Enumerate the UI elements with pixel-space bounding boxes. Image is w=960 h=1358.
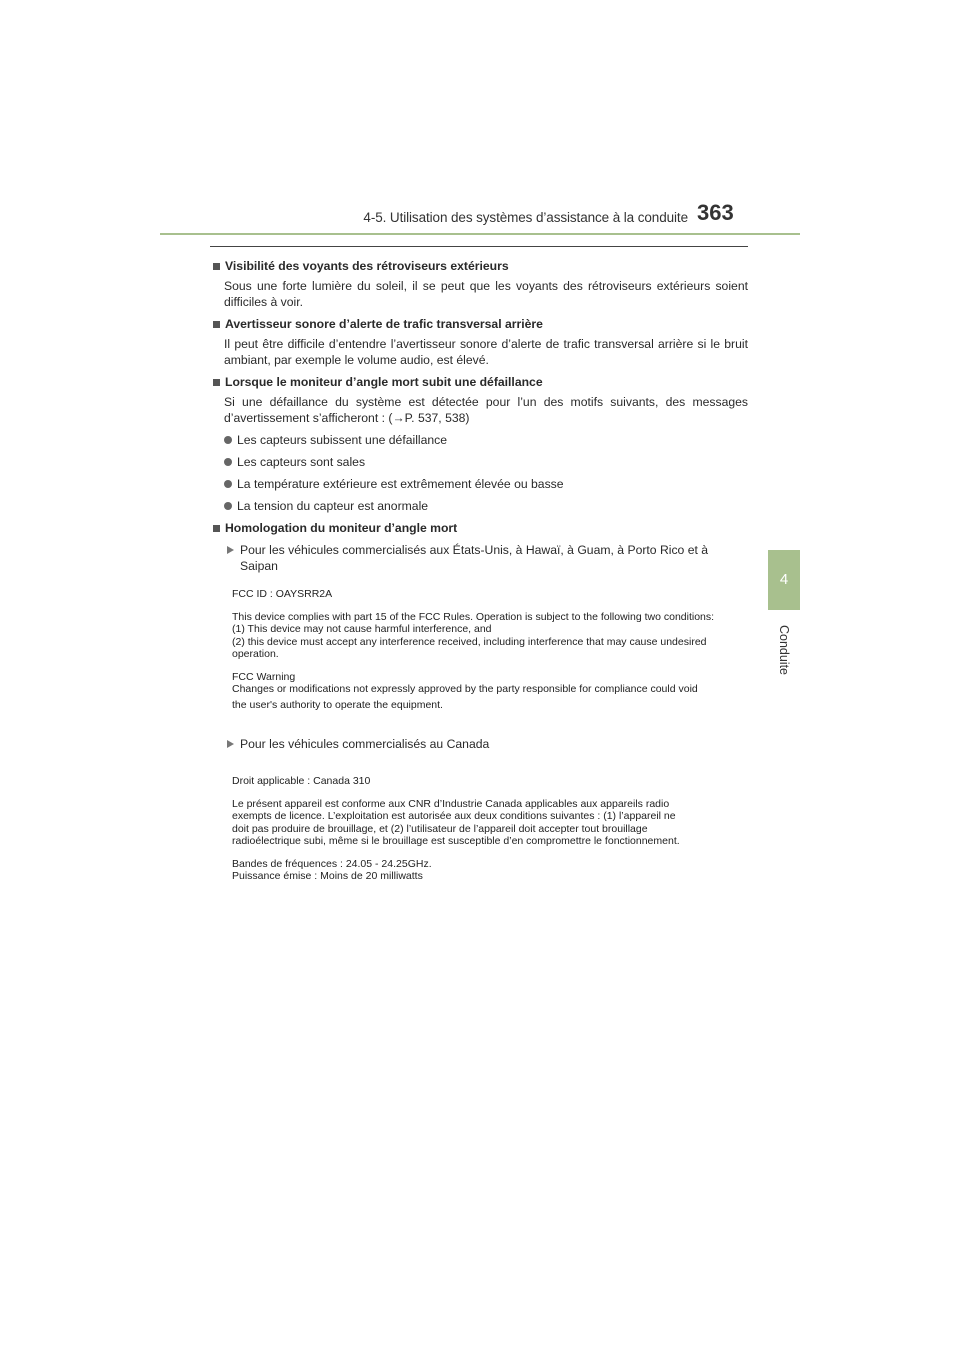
square-bullet-icon (213, 379, 220, 386)
list-item: Pour les véhicules commercialisés aux États-Unis, à Hawaï, à Guam, à Porto Rico et à Saipan (224, 542, 748, 574)
section-title: 4-5. Utilisation des systèmes d’assistance à la conduite (363, 210, 688, 225)
triangle-bullet-icon (227, 546, 234, 554)
header-divider (160, 233, 800, 235)
triangle-bullet-icon (227, 740, 234, 748)
section-heading (210, 258, 748, 274)
circle-bullet-icon (224, 436, 232, 444)
list-item: La tension du capteur est anormale (224, 498, 748, 514)
circle-bullet-icon (224, 502, 232, 510)
chapter-label-text: Conduite (777, 624, 791, 676)
chapter-tab: 4 (768, 550, 800, 610)
canada-label-image: Droit applicable : Canada 310 Le présent appareil est conforme aux CNR d’Industrie Canada applicables aux appareils radio exempts de licence. L’exploitation est autorisée aux deux conditions suivantes : (1) l’appareil ne doit pas produire de brouillage, et (2) l’utilisateur de l’appareil doit accepter tout brouillage radioélectrique subi, même si le brouillage est susceptible d’en compromettre le fonctionnement. Bandes de fréquences : 24.05 - 24.25GHz. Puissance émise : Moins de 20 milliwatts (232, 775, 680, 882)
list-item: Les capteurs sont sales (224, 454, 748, 470)
square-bullet-icon (213, 263, 220, 270)
section-heading (210, 374, 748, 390)
paragraph: Si une défaillance du système est détectée pour l’un des motifs suivants, des messages d’avertissement s’afficheront : (→P. 537, 538) (224, 395, 748, 425)
section-heading (210, 316, 748, 332)
page-content (210, 258, 748, 574)
circle-bullet-icon (224, 480, 232, 488)
heading-text: Homologation du moniteur d’angle mort (225, 521, 458, 535)
heading-text: Lorsque le moniteur d’angle mort subit une défaillance (225, 375, 543, 389)
square-bullet-icon (213, 525, 220, 532)
paragraph: Sous une forte lumière du soleil, il se peut que les voyants des rétroviseurs extérieurs soient difficiles à voir. (224, 279, 748, 309)
square-bullet-icon (213, 321, 220, 328)
heading-text: Avertisseur sonore d’alerte de trafic transversal arrière (225, 317, 543, 331)
chapter-label (766, 615, 802, 685)
section-heading (210, 520, 748, 536)
page-content-canada (210, 736, 748, 752)
fcc-label-image: FCC ID : OAYSRR2A This device complies with part 15 of the FCC Rules. Operation is subject to the following two conditions: (1) This device may not cause harmful interference, and (2) this device must accept any interference received, including interference that may cause undesired operation. FCC Warning Changes or modifications not expressly approved by the party responsible for compliance could void the user's authority to operate the equipment. (232, 588, 715, 711)
page-header (0, 196, 960, 236)
list-item: Les capteurs subissent une défaillance (224, 432, 748, 448)
heading-text: Visibilité des voyants des rétroviseurs extérieurs (225, 259, 509, 273)
list-item: Pour les véhicules commercialisés au Canada (224, 736, 748, 752)
page-number: 363 (697, 200, 734, 225)
paragraph: Il peut être difficile d’entendre l’avertisseur sonore d’alerte de trafic transversal arrière si le bruit ambiant, par exemple le volume audio, est élevé. (224, 337, 748, 367)
circle-bullet-icon (224, 458, 232, 466)
list-item: La température extérieure est extrêmement élevée ou basse (224, 476, 748, 492)
content-divider (210, 246, 748, 247)
